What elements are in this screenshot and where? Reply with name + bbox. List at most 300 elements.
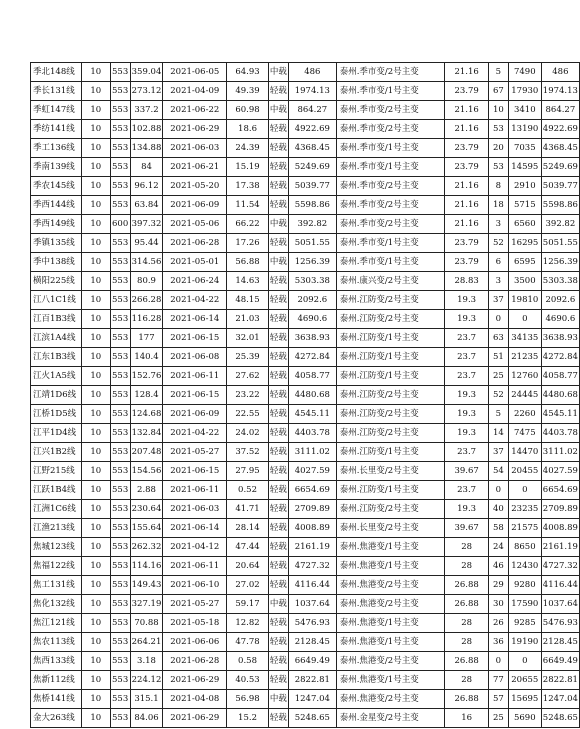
cell-voltage: 10 [81, 310, 110, 329]
cell-date: 2021-05-27 [163, 595, 227, 614]
cell-line-name: 焦江121线 [31, 614, 82, 633]
cell-line-name: 季北148线 [31, 63, 82, 82]
cell-date: 2021-06-08 [163, 348, 227, 367]
cell-transformer-load: 21.16 [445, 101, 489, 120]
cell-load-status: 轻载 [268, 576, 288, 595]
table-row [31, 462, 580, 481]
cell-line-name: 江平1D4线 [31, 424, 82, 443]
cell-user-capacity: 7475 [508, 424, 541, 443]
cell-load-status: 轻载 [268, 177, 288, 196]
cell-transformer-load: 26.88 [445, 652, 489, 671]
cell-available-capacity: 4727.32 [541, 557, 579, 576]
cell-line-name: 焦西133线 [31, 652, 82, 671]
cell-available-capacity: 486 [541, 63, 579, 82]
cell-date: 2021-06-09 [163, 405, 227, 424]
cell-date: 2021-05-01 [163, 253, 227, 272]
table-body [31, 63, 580, 728]
table-row [31, 348, 580, 367]
cell-load-status: 轻载 [268, 158, 288, 177]
table-row [31, 595, 580, 614]
cell-remaining-capacity: 4008.89 [288, 519, 336, 538]
cell-user-count: 57 [488, 690, 508, 709]
cell-user-capacity: 6595 [508, 253, 541, 272]
cell-user-count: 3 [488, 272, 508, 291]
cell-date: 2021-06-28 [163, 652, 227, 671]
cell-transformer-load: 28 [445, 614, 489, 633]
cell-user-count: 10 [488, 101, 508, 120]
cell-voltage: 10 [81, 329, 110, 348]
cell-load-status: 轻载 [268, 519, 288, 538]
cell-line-name: 江靖1D6线 [31, 386, 82, 405]
cell-line-name: 横阳225线 [31, 272, 82, 291]
cell-max-current: 154.56 [130, 462, 163, 481]
cell-user-count: 54 [488, 462, 508, 481]
cell-date: 2021-04-22 [163, 291, 227, 310]
cell-capacity-limit: 553 [110, 253, 130, 272]
cell-capacity-limit: 553 [110, 500, 130, 519]
cell-load-rate: 28.14 [227, 519, 269, 538]
cell-max-current: 124.68 [130, 405, 163, 424]
cell-date: 2021-06-29 [163, 671, 227, 690]
cell-transformer: 泰州.江防变/2号主变 [336, 500, 445, 519]
cell-transformer: 泰州.焦港变/2号主变 [336, 652, 445, 671]
cell-transformer: 泰州.季市变/1号主变 [336, 158, 445, 177]
cell-available-capacity: 2128.45 [541, 633, 579, 652]
table-row [31, 253, 580, 272]
cell-remaining-capacity: 5303.38 [288, 272, 336, 291]
cell-date: 2021-06-15 [163, 386, 227, 405]
cell-load-status: 轻载 [268, 367, 288, 386]
table-row [31, 652, 580, 671]
cell-load-status: 轻载 [268, 481, 288, 500]
cell-user-count: 30 [488, 595, 508, 614]
cell-user-capacity: 17590 [508, 595, 541, 614]
cell-voltage: 10 [81, 196, 110, 215]
cell-user-count: 3 [488, 215, 508, 234]
cell-transformer-load: 19.3 [445, 386, 489, 405]
cell-remaining-capacity: 4727.32 [288, 557, 336, 576]
cell-max-current: 264.21 [130, 633, 163, 652]
cell-max-current: 273.12 [130, 82, 163, 101]
cell-max-current: 3.18 [130, 652, 163, 671]
cell-user-count: 67 [488, 82, 508, 101]
cell-load-rate: 15.19 [227, 158, 269, 177]
cell-load-status: 轻载 [268, 557, 288, 576]
cell-max-current: 152.76 [130, 367, 163, 386]
cell-date: 2021-06-15 [163, 462, 227, 481]
cell-voltage: 10 [81, 595, 110, 614]
cell-date: 2021-06-10 [163, 576, 227, 595]
table-row [31, 481, 580, 500]
cell-available-capacity: 5051.55 [541, 234, 579, 253]
cell-transformer-load: 21.16 [445, 63, 489, 82]
cell-transformer-load: 23.7 [445, 481, 489, 500]
cell-capacity-limit: 553 [110, 576, 130, 595]
table-row [31, 443, 580, 462]
cell-max-current: 266.28 [130, 291, 163, 310]
cell-line-name: 季西149线 [31, 215, 82, 234]
cell-capacity-limit: 553 [110, 443, 130, 462]
cell-capacity-limit: 553 [110, 519, 130, 538]
cell-voltage: 10 [81, 576, 110, 595]
cell-remaining-capacity: 5476.93 [288, 614, 336, 633]
cell-date: 2021-06-14 [163, 310, 227, 329]
cell-max-current: 102.88 [130, 120, 163, 139]
cell-capacity-limit: 553 [110, 272, 130, 291]
cell-user-count: 26 [488, 614, 508, 633]
cell-available-capacity: 4116.44 [541, 576, 579, 595]
cell-transformer: 泰州.焦港变/1号主变 [336, 538, 445, 557]
cell-max-current: 315.1 [130, 690, 163, 709]
cell-remaining-capacity: 6654.69 [288, 481, 336, 500]
cell-user-capacity: 14470 [508, 443, 541, 462]
cell-load-status: 轻载 [268, 139, 288, 158]
table-row [31, 500, 580, 519]
cell-user-capacity: 7490 [508, 63, 541, 82]
cell-available-capacity: 4922.69 [541, 120, 579, 139]
cell-transformer-load: 23.79 [445, 82, 489, 101]
cell-load-status: 中载 [268, 595, 288, 614]
cell-transformer: 泰州.焦港变/2号主变 [336, 576, 445, 595]
cell-available-capacity: 4480.68 [541, 386, 579, 405]
cell-load-rate: 40.53 [227, 671, 269, 690]
cell-transformer-load: 21.16 [445, 215, 489, 234]
cell-date: 2021-06-09 [163, 196, 227, 215]
cell-capacity-limit: 553 [110, 690, 130, 709]
cell-transformer: 泰州.季市变/1号主变 [336, 139, 445, 158]
cell-capacity-limit: 553 [110, 158, 130, 177]
cell-date: 2021-05-20 [163, 177, 227, 196]
cell-line-name: 季镇135线 [31, 234, 82, 253]
cell-user-capacity: 9280 [508, 576, 541, 595]
cell-remaining-capacity: 4058.77 [288, 367, 336, 386]
cell-available-capacity: 2822.81 [541, 671, 579, 690]
cell-date: 2021-05-18 [163, 614, 227, 633]
cell-load-rate: 32.01 [227, 329, 269, 348]
cell-user-count: 46 [488, 557, 508, 576]
cell-available-capacity: 4272.84 [541, 348, 579, 367]
cell-available-capacity: 5039.77 [541, 177, 579, 196]
cell-load-rate: 66.22 [227, 215, 269, 234]
cell-transformer: 泰州.焦港变/2号主变 [336, 690, 445, 709]
cell-user-capacity: 20655 [508, 671, 541, 690]
cell-line-name: 金大263线 [31, 709, 82, 728]
cell-transformer: 泰州.季市变/1号主变 [336, 234, 445, 253]
cell-user-capacity: 12760 [508, 367, 541, 386]
cell-load-rate: 11.54 [227, 196, 269, 215]
cell-user-capacity: 24445 [508, 386, 541, 405]
cell-load-status: 轻载 [268, 462, 288, 481]
cell-capacity-limit: 553 [110, 386, 130, 405]
cell-transformer: 泰州.长里变/2号主变 [336, 462, 445, 481]
cell-line-name: 季南139线 [31, 158, 82, 177]
cell-voltage: 10 [81, 671, 110, 690]
cell-capacity-limit: 553 [110, 557, 130, 576]
cell-transformer-load: 26.88 [445, 576, 489, 595]
cell-available-capacity: 2161.19 [541, 538, 579, 557]
cell-load-status: 轻载 [268, 291, 288, 310]
cell-load-rate: 17.26 [227, 234, 269, 253]
cell-max-current: 359.04 [130, 63, 163, 82]
cell-date: 2021-06-22 [163, 101, 227, 120]
cell-load-rate: 48.15 [227, 291, 269, 310]
cell-transformer-load: 28 [445, 633, 489, 652]
cell-max-current: 149.43 [130, 576, 163, 595]
cell-date: 2021-06-28 [163, 234, 227, 253]
cell-load-rate: 14.63 [227, 272, 269, 291]
cell-remaining-capacity: 2092.6 [288, 291, 336, 310]
cell-voltage: 10 [81, 158, 110, 177]
cell-user-count: 6 [488, 253, 508, 272]
cell-load-rate: 21.03 [227, 310, 269, 329]
cell-date: 2021-06-29 [163, 120, 227, 139]
cell-load-rate: 27.62 [227, 367, 269, 386]
cell-capacity-limit: 553 [110, 595, 130, 614]
table-row [31, 633, 580, 652]
cell-load-status: 轻载 [268, 196, 288, 215]
cell-user-capacity: 3500 [508, 272, 541, 291]
cell-load-rate: 64.93 [227, 63, 269, 82]
cell-capacity-limit: 553 [110, 481, 130, 500]
cell-transformer-load: 23.7 [445, 348, 489, 367]
cell-load-rate: 0.52 [227, 481, 269, 500]
cell-remaining-capacity: 2161.19 [288, 538, 336, 557]
table-row [31, 405, 580, 424]
cell-transformer-load: 19.3 [445, 310, 489, 329]
cell-load-status: 轻载 [268, 272, 288, 291]
table-row [31, 234, 580, 253]
cell-load-status: 轻载 [268, 500, 288, 519]
cell-transformer: 泰州.季市变/2号主变 [336, 63, 445, 82]
cell-transformer-load: 23.79 [445, 139, 489, 158]
cell-load-status: 轻载 [268, 633, 288, 652]
cell-capacity-limit: 553 [110, 291, 130, 310]
cell-date: 2021-04-09 [163, 82, 227, 101]
cell-user-capacity: 6560 [508, 215, 541, 234]
cell-remaining-capacity: 2709.89 [288, 500, 336, 519]
cell-capacity-limit: 553 [110, 348, 130, 367]
cell-remaining-capacity: 4545.11 [288, 405, 336, 424]
cell-line-name: 季虹147线 [31, 101, 82, 120]
table-row [31, 82, 580, 101]
cell-load-rate: 24.02 [227, 424, 269, 443]
cell-date: 2021-06-05 [163, 63, 227, 82]
cell-line-name: 江百1B3线 [31, 310, 82, 329]
table-row [31, 291, 580, 310]
cell-voltage: 10 [81, 614, 110, 633]
cell-load-rate: 24.39 [227, 139, 269, 158]
cell-line-name: 江火1A5线 [31, 367, 82, 386]
cell-load-rate: 37.52 [227, 443, 269, 462]
cell-available-capacity: 1037.64 [541, 595, 579, 614]
cell-voltage: 10 [81, 462, 110, 481]
cell-transformer: 泰州.焦港变/1号主变 [336, 557, 445, 576]
table-row [31, 329, 580, 348]
cell-user-count: 0 [488, 310, 508, 329]
cell-max-current: 134.88 [130, 139, 163, 158]
cell-load-rate: 18.6 [227, 120, 269, 139]
cell-load-rate: 27.95 [227, 462, 269, 481]
cell-available-capacity: 4403.78 [541, 424, 579, 443]
cell-available-capacity: 5598.86 [541, 196, 579, 215]
cell-user-capacity: 19810 [508, 291, 541, 310]
cell-transformer: 泰州.江防变/2号主变 [336, 386, 445, 405]
cell-capacity-limit: 553 [110, 177, 130, 196]
table-row [31, 120, 580, 139]
cell-load-status: 轻载 [268, 652, 288, 671]
cell-remaining-capacity: 486 [288, 63, 336, 82]
cell-load-rate: 27.02 [227, 576, 269, 595]
cell-available-capacity: 1247.04 [541, 690, 579, 709]
cell-remaining-capacity: 1037.64 [288, 595, 336, 614]
cell-line-name: 季工136线 [31, 139, 82, 158]
cell-date: 2021-06-06 [163, 633, 227, 652]
cell-user-capacity: 5690 [508, 709, 541, 728]
cell-max-current: 2.88 [130, 481, 163, 500]
cell-voltage: 10 [81, 234, 110, 253]
cell-voltage: 10 [81, 481, 110, 500]
cell-voltage: 10 [81, 177, 110, 196]
cell-line-name: 季西144线 [31, 196, 82, 215]
cell-transformer-load: 28.83 [445, 272, 489, 291]
cell-max-current: 327.19 [130, 595, 163, 614]
cell-capacity-limit: 553 [110, 82, 130, 101]
cell-load-status: 轻载 [268, 405, 288, 424]
cell-capacity-limit: 553 [110, 633, 130, 652]
cell-transformer-load: 19.3 [445, 424, 489, 443]
cell-user-count: 53 [488, 120, 508, 139]
cell-user-capacity: 8650 [508, 538, 541, 557]
cell-line-name: 江兴1B2线 [31, 443, 82, 462]
cell-user-capacity: 23235 [508, 500, 541, 519]
cell-transformer: 泰州.江防变/2号主变 [336, 291, 445, 310]
cell-load-status: 轻载 [268, 386, 288, 405]
cell-voltage: 10 [81, 101, 110, 120]
table-row [31, 367, 580, 386]
cell-load-status: 轻载 [268, 443, 288, 462]
cell-transformer-load: 21.16 [445, 120, 489, 139]
cell-remaining-capacity: 5598.86 [288, 196, 336, 215]
cell-user-capacity: 0 [508, 310, 541, 329]
cell-load-rate: 49.39 [227, 82, 269, 101]
cell-voltage: 10 [81, 557, 110, 576]
cell-capacity-limit: 553 [110, 196, 130, 215]
cell-max-current: 84.06 [130, 709, 163, 728]
cell-user-capacity: 13190 [508, 120, 541, 139]
cell-transformer: 泰州.江防变/1号主变 [336, 329, 445, 348]
cell-date: 2021-06-24 [163, 272, 227, 291]
table-row [31, 519, 580, 538]
cell-voltage: 10 [81, 215, 110, 234]
cell-date: 2021-06-29 [163, 709, 227, 728]
table-row [31, 101, 580, 120]
cell-available-capacity: 4690.6 [541, 310, 579, 329]
cell-voltage: 10 [81, 272, 110, 291]
cell-capacity-limit: 553 [110, 367, 130, 386]
cell-user-count: 24 [488, 538, 508, 557]
cell-user-capacity: 0 [508, 481, 541, 500]
cell-available-capacity: 2092.6 [541, 291, 579, 310]
cell-load-status: 轻载 [268, 310, 288, 329]
table-row [31, 576, 580, 595]
cell-transformer-load: 21.16 [445, 177, 489, 196]
cell-line-name: 季纺141线 [31, 120, 82, 139]
cell-voltage: 10 [81, 519, 110, 538]
cell-transformer: 泰州.焦港变/1号主变 [336, 671, 445, 690]
cell-transformer: 泰州.江防变/1号主变 [336, 348, 445, 367]
cell-load-rate: 47.44 [227, 538, 269, 557]
cell-transformer-load: 26.88 [445, 595, 489, 614]
table-row [31, 386, 580, 405]
cell-remaining-capacity: 1256.39 [288, 253, 336, 272]
cell-date: 2021-06-11 [163, 481, 227, 500]
cell-capacity-limit: 553 [110, 424, 130, 443]
cell-transformer: 泰州.焦港变/1号主变 [336, 614, 445, 633]
cell-max-current: 128.4 [130, 386, 163, 405]
cell-max-current: 155.64 [130, 519, 163, 538]
cell-voltage: 10 [81, 63, 110, 82]
table-row [31, 139, 580, 158]
cell-user-count: 77 [488, 671, 508, 690]
cell-user-count: 14 [488, 424, 508, 443]
cell-line-name: 焦农113线 [31, 633, 82, 652]
cell-capacity-limit: 553 [110, 329, 130, 348]
cell-load-rate: 41.71 [227, 500, 269, 519]
cell-date: 2021-06-11 [163, 557, 227, 576]
cell-transformer: 泰州.季市变/2号主变 [336, 177, 445, 196]
cell-transformer: 泰州.季市变/2号主变 [336, 101, 445, 120]
cell-user-capacity: 0 [508, 652, 541, 671]
cell-user-capacity: 21575 [508, 519, 541, 538]
cell-line-name: 江桥1D5线 [31, 405, 82, 424]
cell-line-name: 江洲1C6线 [31, 500, 82, 519]
cell-max-current: 116.28 [130, 310, 163, 329]
cell-max-current: 262.32 [130, 538, 163, 557]
cell-user-capacity: 34135 [508, 329, 541, 348]
cell-available-capacity: 4368.45 [541, 139, 579, 158]
cell-transformer-load: 23.7 [445, 367, 489, 386]
cell-load-rate: 60.98 [227, 101, 269, 120]
cell-load-rate: 17.38 [227, 177, 269, 196]
cell-line-name: 江滨1A4线 [31, 329, 82, 348]
table-row [31, 215, 580, 234]
cell-user-count: 40 [488, 500, 508, 519]
table-row [31, 538, 580, 557]
cell-capacity-limit: 553 [110, 234, 130, 253]
cell-max-current: 337.2 [130, 101, 163, 120]
cell-transformer-load: 23.7 [445, 329, 489, 348]
cell-max-current: 397.32 [130, 215, 163, 234]
cell-user-capacity: 21235 [508, 348, 541, 367]
cell-user-count: 0 [488, 652, 508, 671]
cell-user-count: 5 [488, 405, 508, 424]
cell-line-name: 焦化132线 [31, 595, 82, 614]
cell-load-status: 中载 [268, 215, 288, 234]
cell-voltage: 10 [81, 386, 110, 405]
cell-date: 2021-06-03 [163, 500, 227, 519]
cell-remaining-capacity: 4690.6 [288, 310, 336, 329]
cell-available-capacity: 6654.69 [541, 481, 579, 500]
cell-load-rate: 47.78 [227, 633, 269, 652]
cell-user-capacity: 17930 [508, 82, 541, 101]
cell-voltage: 10 [81, 253, 110, 272]
cell-load-status: 轻载 [268, 671, 288, 690]
cell-date: 2021-06-11 [163, 367, 227, 386]
cell-remaining-capacity: 392.82 [288, 215, 336, 234]
spreadsheet-page [30, 62, 580, 728]
table-row [31, 709, 580, 728]
cell-user-count: 37 [488, 291, 508, 310]
